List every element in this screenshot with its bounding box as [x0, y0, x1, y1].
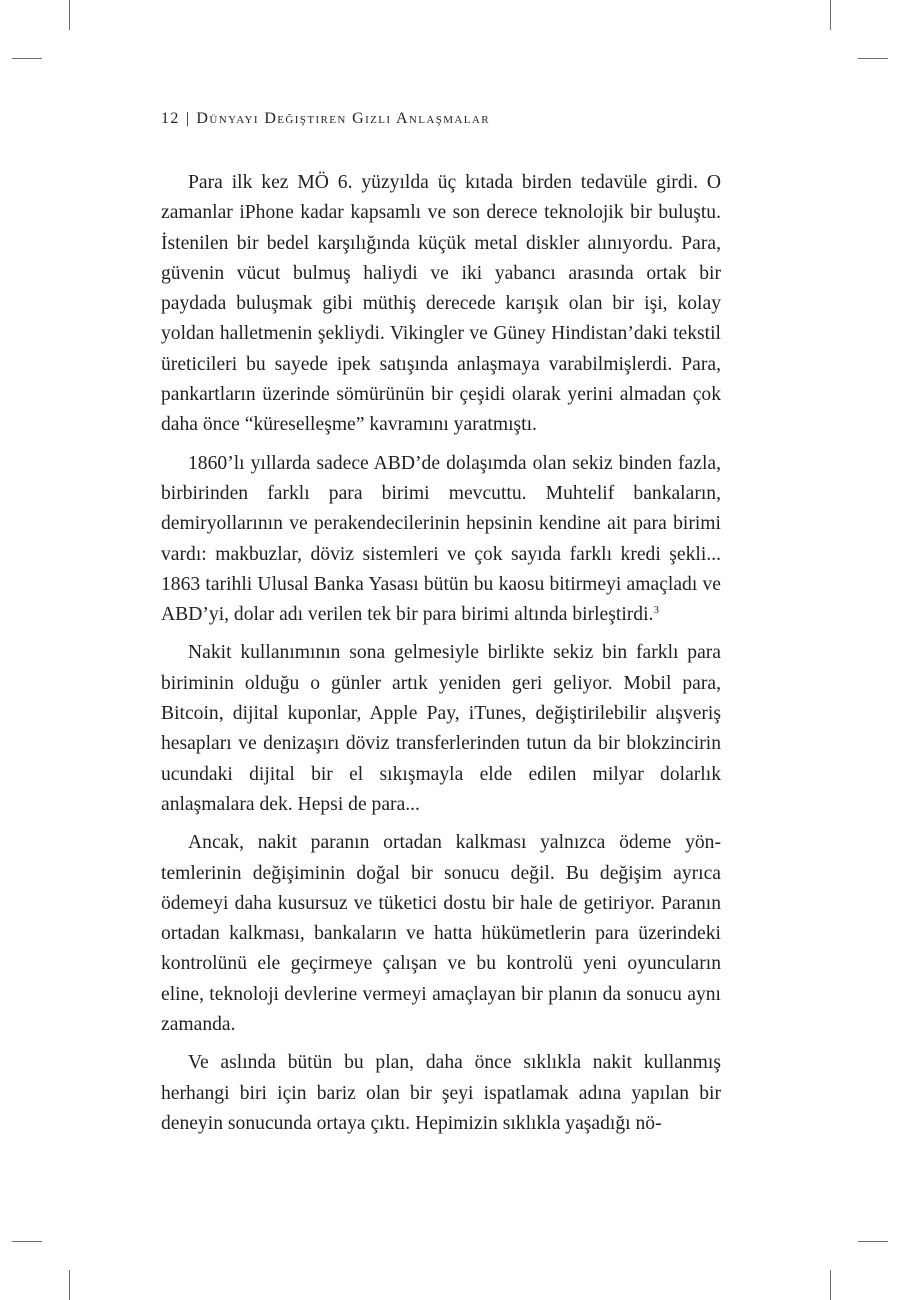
crop-mark-right-lower: [858, 1241, 888, 1242]
crop-mark-bottom-right: [830, 1270, 831, 1300]
paragraph-3: [161, 638, 721, 820]
paragraph-1-text: Para ilk kez MÖ 6. yüzyılda üç kıtada birden tedavüle girdi. O zamanlar iPhone kadar kapsamlı ve son derece teknolojik bir buluştu. İstenilen bir bedel karşılığında küçük metal diskler alınıyordu. Para, güvenin vücut bulmuş haliydi ve iki yabancı arasında ortak bir paydada buluşmak gibi müthiş derecede karışık olan bir işi, kolay yoldan halletmenin şekliydi. Vikingler ve Güney Hindistan’daki tekstil üreticileri bu sayede ipek satışında anlaşmaya varabilmişlerdi. Para, pankartların üzerinde sömürünün bir çeşidi olarak yerini almadan çok daha önce “küreselleşme” kavramını yaratmıştı.: [161, 172, 721, 436]
crop-mark-bottom-left: [69, 1270, 70, 1300]
running-head: [161, 110, 490, 128]
crop-mark-top-left: [69, 0, 70, 30]
crop-mark-right-upper: [858, 58, 888, 59]
paragraph-4-text: Ancak, nakit paranın ortadan kalkması yalnızca ödeme yöntemlerinin değişiminin doğal bir sonucu değil. Bu değişim ayrıca ödemeyi daha kusursuz ve tüketici dostu bir hale de getiriyor. Paranın ortadan kalkması, bankaların ve hatta hükümetlerin para üzerindeki kontrolünü ele geçirmeye çalışan ve bu kontrolü yeni oyuncuların eline, teknoloji devlerine vermeyi amaçlayan bir planın da sonucu aynı zamanda.: [161, 832, 721, 1036]
paragraph-5-text: Ve aslında bütün bu plan, daha önce sıklıkla nakit kullanmış herhangi biri için bariz olan bir şeyi ispatlamak adına yapılan bir deneyin sonucunda ortaya çıktı. Hepimizin sıklıkla yaşadığı nö-: [161, 1052, 721, 1134]
crop-mark-left-lower: [12, 1241, 42, 1242]
paragraph-1: [161, 168, 721, 441]
footnote-reference: 3: [653, 604, 659, 617]
page-number: 12: [161, 110, 180, 127]
paragraph-2-text: 1860’lı yıllarda sadece ABD’de dolaşımda olan sekiz binden fazla, birbirinden farklı para birimi mevcuttu. Muhtelif bankaların, demiryollarının ve perakendecilerinin hepsinin kendine ait para birimi vardı: makbuzlar, döviz sistemleri ve çok sayıda farklı kredi şekli... 1863 tarihli Ulusal Banka Yasası bütün bu kaosu bitirmeyi amaçladı ve ABD’yi, dolar adı verilen tek bir para birimi altında birleştirdi.: [161, 452, 721, 626]
paragraph-4: [161, 828, 721, 1040]
header-separator: |: [185, 110, 191, 127]
book-title: Dünyayı Değiştiren Gizli Anlaşmalar: [196, 110, 490, 127]
paragraph-2: [161, 449, 721, 631]
paragraph-3-text: Nakit kullanımının sona gelmesiyle birlikte sekiz bin farklı para biriminin olduğu o günler artık yeniden geri geliyor. Mobil para, Bitcoin, dijital kuponlar, Apple Pay, iTunes, değiştirilebilir alışveriş hesapları ve denizaşırı döviz transferlerinden tutun da bir blokzincirin ucundaki dijital bir el sıkışmayla elde edilen milyar dolarlık anlaşmalara dek. Hepsi de para...: [161, 642, 721, 815]
crop-mark-left-upper: [12, 58, 42, 59]
body-text: [161, 168, 721, 1147]
crop-mark-top-right: [830, 0, 831, 30]
paragraph-5: [161, 1048, 721, 1139]
